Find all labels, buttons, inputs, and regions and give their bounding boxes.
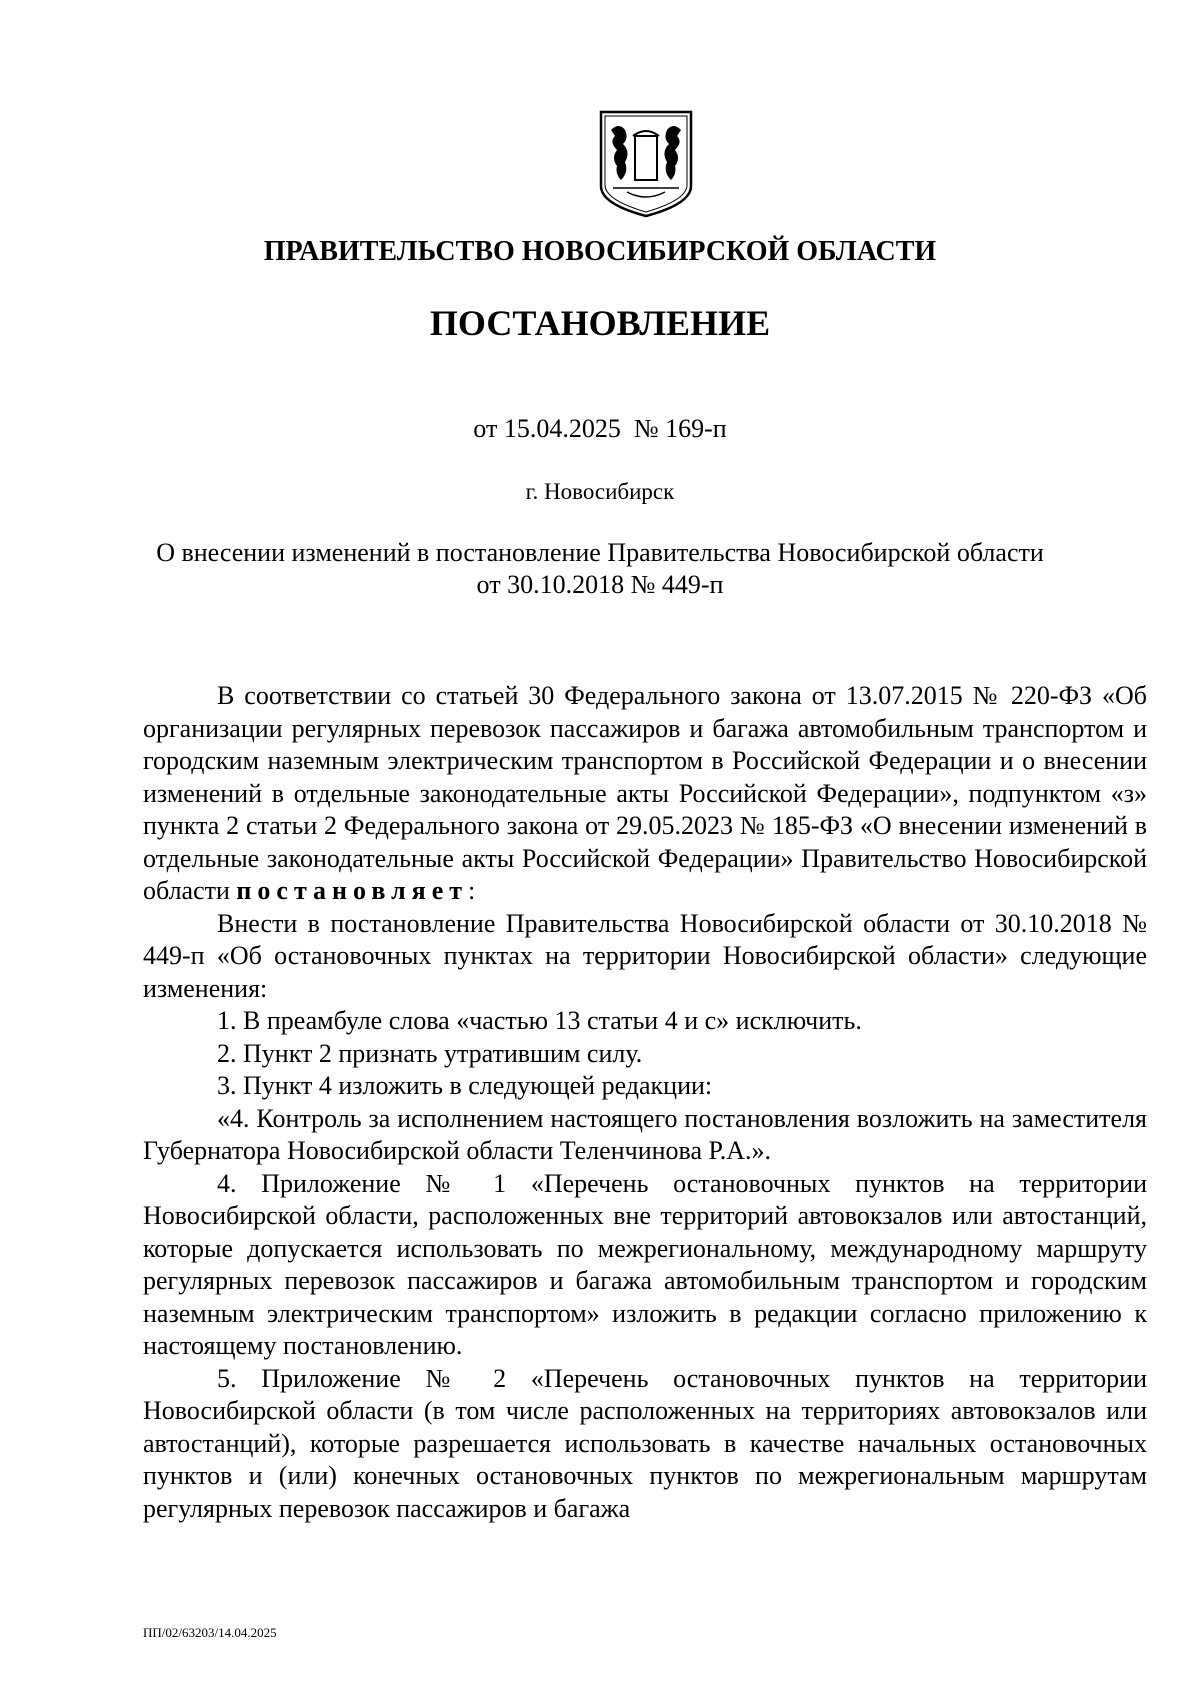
preamble-paragraph <box>143 680 1147 908</box>
date-number-line: от 15.04.2025 № 169-п <box>473 414 727 443</box>
decree-word: постановляет <box>236 876 469 905</box>
item-4-paragraph: 4. Приложение № 1 «Перечень остановочных пунктов на территории Новосибирской области, расположенных вне территорий автовокзалов или автостанций, которые допускается использовать по межрегиональному, международному маршруту регулярных перевозок пассажиров и багажа автомобильным транспортом и городским наземным электрическим транспортом» изложить в редакции согласно приложению к настоящему постановлению. <box>143 1168 1147 1360</box>
city-line: г. Новосибирск <box>525 479 675 504</box>
decree-suffix: : <box>468 876 476 905</box>
item-3-paragraph: 3. Пункт 4 изложить в следующей редакции: <box>217 1071 713 1100</box>
coat-of-arms-emblem <box>597 108 695 220</box>
preamble-text: В соответствии со статьей 30 Федерального закона от 13.07.2015 № 220-ФЗ «Об организации регулярных перевозок пассажиров и багажа автомобильным транспортом и городским наземным электрическим транспортом в Российской Федерации и о внесении изменений в отдельные законодательные акты Российской Федерации», подпунктом «з» пункта 2 статьи 2 Федерального закона от 29.05.2023 № 185-ФЗ «О внесении изменений в отдельные законодательные акты Российской Федерации» Правительство Новосибирской области <box>143 681 1147 905</box>
document-body <box>143 680 1147 1525</box>
item-2-paragraph: 2. Пункт 2 признать утратившим силу. <box>217 1038 643 1068</box>
organization-title: ПРАВИТЕЛЬСТВО НОВОСИБИРСКОЙ ОБЛАСТИ <box>263 236 937 267</box>
intro-paragraph: Внести в постановление Правительства Новосибирской области от 30.10.2018 № 449-п «Об остановочных пунктах на территории Новосибирской области» следующие изменения: <box>143 908 1147 1003</box>
document-subject <box>0 537 1200 601</box>
footer-doc-code: ПП/02/63203/14.04.2025 <box>143 1625 277 1640</box>
subject-line-2: от 30.10.2018 № 449-п <box>476 570 724 599</box>
item-5-paragraph: 5. Приложение № 2 «Перечень остановочных пунктов на территории Новосибирской области (в том числе расположенных на территориях автовокзалов или автостанций), которые разрешается использовать в качестве начальных остановочных пунктов и (или) конечных остановочных пунктов по межрегиональным маршрутам регулярных перевозок пассажиров и багажа <box>143 1363 1147 1523</box>
document-type-title: ПОСТАНОВЛЕНИЕ <box>429 303 771 343</box>
item-1-paragraph: 1. В преамбуле слова «частью 13 статьи 4 и с» исключить. <box>217 1006 862 1035</box>
item-3-quote-paragraph: «4. Контроль за исполнением настоящего постановления возложить на заместителя Губернатора Новосибирской области Теленчинова Р.А.». <box>143 1103 1147 1165</box>
subject-line-1: О внесении изменений в постановление Правительства Новосибирской области <box>156 538 1044 567</box>
